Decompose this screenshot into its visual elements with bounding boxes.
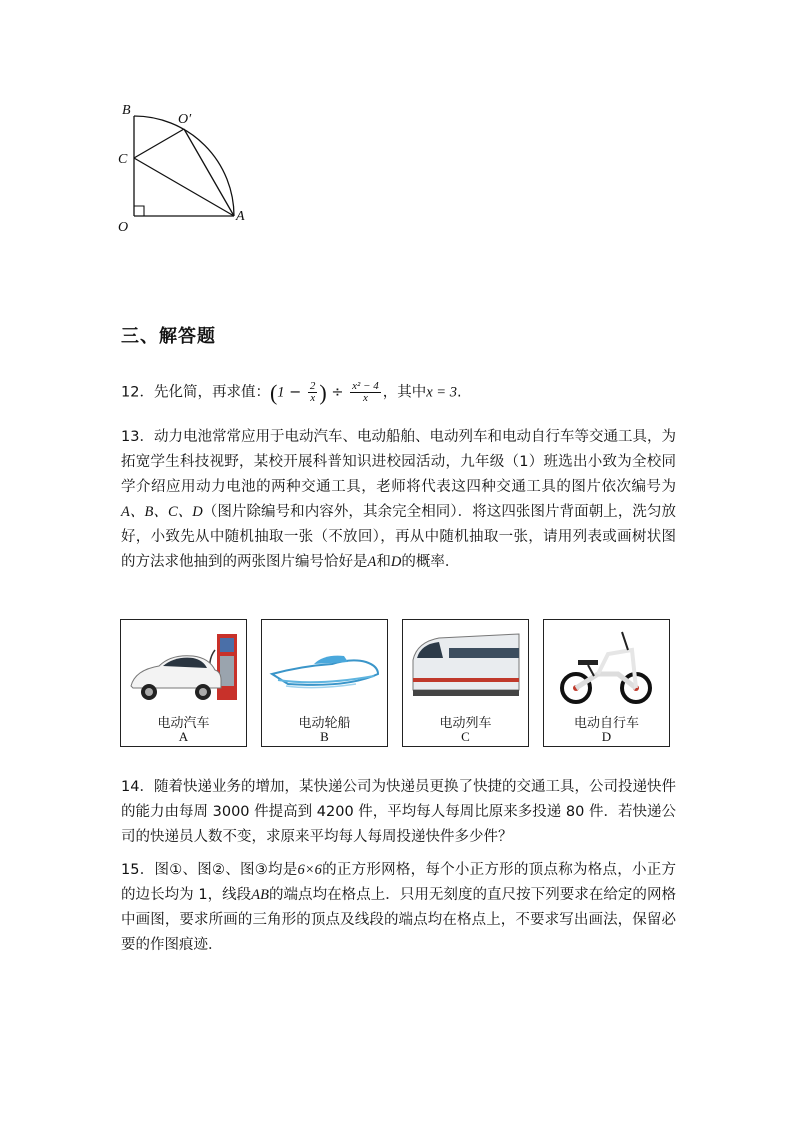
q12-frac2-den: x — [362, 392, 368, 404]
electric-train-icon — [407, 624, 524, 708]
q12-divide: ÷ — [331, 384, 344, 401]
right-angle-mark — [134, 206, 144, 216]
card-c-name: 电动列车 — [439, 716, 492, 731]
q13-and: 和 — [376, 554, 391, 570]
question-12 — [121, 380, 676, 406]
q13-codes: A、B、C、D — [121, 504, 203, 520]
label-o-prime: O′ — [178, 112, 192, 127]
q13-text-a: 13．动力电池常常应用于电动汽车、电动船舶、电动列车和电动自行车等交通工具，为拓宽学生科技视野，某校开展科普知识进校园活动，九年级（1）班选出小致为全校同学介绍应用动力电池的两种交通工具，老师将代表这四种交通工具的图片依次编号为 — [121, 429, 676, 495]
card-d — [543, 619, 670, 747]
q12-frac1-den: x — [310, 392, 316, 404]
question-15 — [121, 858, 676, 958]
card-d-name: 电动自行车 — [573, 716, 639, 731]
q12-paren-close: ) — [319, 380, 327, 405]
card-a — [120, 619, 247, 747]
card-b-code: B — [320, 729, 329, 744]
q12-frac2 — [350, 381, 381, 404]
q12-frac2-num: x² − 4 — [352, 380, 379, 392]
card-c-code: C — [461, 729, 470, 744]
card-d-code: D — [601, 729, 612, 744]
q12-frac1 — [308, 381, 318, 404]
q15-grid: 6×6 — [297, 862, 322, 878]
card-a-name: 电动汽车 — [157, 716, 210, 731]
label-c: C — [118, 152, 128, 167]
card-c — [402, 619, 529, 747]
q15-text-c: 的端点均在格点上．只用无刻度的直尺按下列要求在给定的网格中画图，要求所画的三角形的顶点及线段的端点均在格点上，不要求写出画法，保留必要的作图痕迹． — [121, 887, 676, 953]
q12-cond: x = 3 — [426, 384, 457, 401]
card-a-code: A — [178, 729, 189, 744]
q12-prefix: 12．先化简，再求值： — [121, 384, 270, 401]
q15-text-a: 15．图①、图②、图③均是 — [121, 862, 298, 878]
label-o: O — [118, 220, 129, 235]
question-14: 14．随着快递业务的增加，某快递公司为快递员更换了快捷的交通工具，公司投递快件的能力由每周 3000 件提高到 4200 件，平均每人每周比原来多投递 80 件．若快递公司的快递员人数不变，求原来平均每人每周投递快件多少件？ — [121, 779, 676, 845]
q13-ans-a: A — [367, 554, 377, 570]
label-a: A — [236, 209, 245, 224]
segment-ca — [134, 158, 234, 216]
q12-one: 1 — [277, 384, 285, 401]
quarter-circle-figure — [112, 98, 262, 238]
section-title: 三、解答题 — [121, 326, 216, 347]
electric-bicycle-icon — [548, 624, 665, 708]
vehicle-cards — [120, 619, 670, 747]
q12-paren-open: ( — [269, 380, 278, 405]
q12-suffix-b: . — [456, 384, 462, 401]
electric-car-icon — [125, 624, 242, 708]
label-b: B — [122, 103, 131, 118]
q13-text-b: （图片除编号和内容外，其余完全相同）．将这四张图片背面朝上，洗匀放好，小致先从中随机抽取一张（不放回），再从中随机抽取一张，请用列表或画树状图的方法求他抽到的两张图片编号恰好是 — [121, 504, 677, 570]
q15-seg: AB — [251, 887, 269, 903]
q13-text-c: 的概率． — [401, 554, 460, 570]
q12-minus: − — [289, 384, 302, 401]
q12-suffix-a: ，其中 — [382, 384, 427, 401]
card-b — [261, 619, 388, 747]
q13-ans-d: D — [390, 554, 402, 570]
q12-frac1-num: 2 — [309, 380, 316, 392]
card-b-name: 电动轮船 — [298, 716, 351, 731]
question-13 — [121, 425, 676, 575]
segment-o-prime-a — [184, 129, 234, 216]
segment-co-prime — [134, 129, 184, 158]
q15-text-b: 的正方形网格，每个小正方形的顶点称为格点，小正方的边长均为 1，线段 — [121, 862, 676, 903]
electric-boat-icon — [266, 624, 383, 708]
